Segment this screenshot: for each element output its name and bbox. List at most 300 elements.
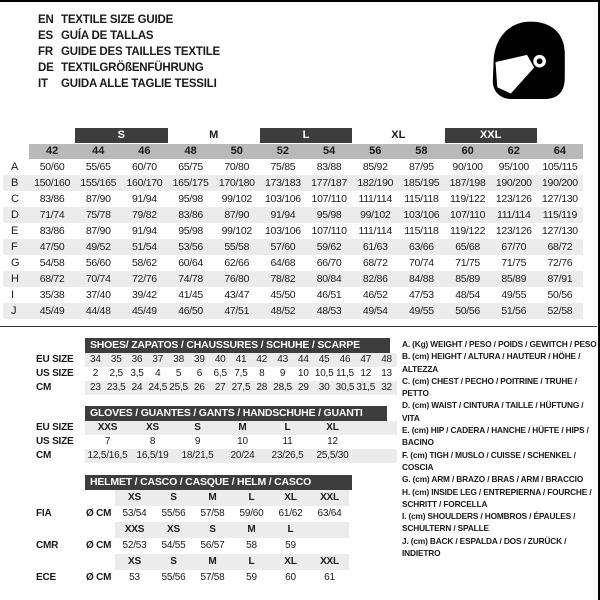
measure-cell: 87/95 [409,161,434,173]
size-groups-row [3,128,583,143]
measure-cell: 115/118 [404,193,439,205]
section-divider [0,326,597,327]
measure-cell: 60/64 [178,257,203,269]
helmet-size-cell: L [271,522,310,538]
textile-size-table [3,128,583,319]
size-cell: 27 [210,381,231,395]
measure-row-e [3,223,583,239]
row-label: CM [36,382,52,393]
measure-cell: 99/102 [360,209,391,221]
size-header-cell: 50 [214,144,260,159]
row-label: I [11,289,15,301]
measure-cell: 105/115 [542,161,578,173]
measure-cell: 64/68 [270,257,296,269]
gloves-size-table [30,406,397,463]
measure-cell: 72/76 [132,273,157,285]
measure-cell: 65/75 [178,161,203,173]
size-cell: 43 [272,353,293,367]
standard-label: ECE [36,572,56,583]
legend-item: B. (cm) HEIGHT / ALTURA / HAUTEUR / HÖHE / ALTEZZA [402,351,581,374]
size-row [30,381,397,395]
measure-cell: 83/86 [39,225,65,237]
measure-cell: 80/84 [316,273,342,285]
language-title: GUIDA ALLE TAGLIE TESSILI [61,78,217,90]
legend-item: E. (cm) HIP / CADERA / HANCHE / HÜFTE / HIPS / BACINO [402,425,589,448]
size-cell: 24 [127,381,148,395]
size-cell: S [175,421,220,435]
helmet-icon [482,16,572,110]
legend-item: F. (cm) TIGH / MUSLO / CUISSE / SCHENKEL / COSCIA [402,449,576,472]
measure-row-d [3,207,583,223]
filler-cell [355,435,397,449]
size-cell: 23,5 [106,382,126,393]
size-cell: 25,5/30 [310,449,355,463]
helmet-size-cell: XS [115,554,154,570]
measure-cell: 99/102 [221,225,252,237]
helmet-value-cell: 60 [285,572,296,583]
row-label: D [11,209,19,221]
size-cell: 12 [360,368,372,379]
measure-cell: 46/50 [178,305,203,317]
legend-item: A. (Kg) WEIGHT / PESO / POIDS / GEWITCH / PESO [402,339,597,349]
helmet-sizes-row [30,522,352,538]
helmet-value-cell: 56/57 [200,540,225,551]
label-spacer [30,522,85,538]
unit-spacer [85,490,115,506]
legend-item: H. (cm) INSIDE LEG / ENTREPIERNA / FOURCHE / SCHRITT / FORCELLA [402,486,592,509]
helmet-size-cell: S [154,490,193,506]
size-cell: 10 [298,368,309,379]
measure-cell: 103/106 [403,209,440,221]
helmet-sizes-row [30,490,352,506]
size-cell: 38 [168,353,189,367]
measure-cell: 83/86 [178,209,203,221]
measure-cell: 55/65 [85,161,111,173]
row-label: A [11,161,19,173]
measure-cell: 95/98 [178,225,203,237]
size-cell: 2,5 [109,368,123,379]
size-header-cell: 56 [352,144,398,159]
measure-cell: 71/75 [455,257,480,269]
size-cell: 32 [376,381,397,395]
legend-item: D. (cm) WAIST / CINTURA / TAILLE / HÜFTUNG / VITA [402,400,584,423]
size-cell: 36 [127,353,148,367]
size-cell: 3,5 [130,368,144,379]
measure-cell: 50/56 [455,305,480,317]
helmet-sizes-row [30,554,352,570]
measure-cell: 60/70 [132,161,157,173]
size-cell: XS [130,421,175,435]
measure-cell: 65/68 [455,241,480,253]
size-cell: 45 [314,353,335,367]
size-cell: 12 [327,436,338,447]
measure-cell: 185/195 [403,177,440,189]
unit-spacer [85,554,115,570]
measure-cell: 72/76 [547,257,573,269]
size-header-cell: 46 [121,144,167,159]
size-cell: XXS [85,421,130,435]
size-cell: 29 [293,381,314,395]
helmet-size-cell: XXL [310,490,349,506]
helmet-value-row-cmr [30,538,352,554]
measure-cell: 83/86 [39,193,65,205]
helmet-size-cell [310,522,349,538]
measure-cell: 95/98 [316,209,342,221]
size-header-cell: 64 [537,144,583,159]
size-cell: 11,5 [336,368,354,379]
helmet-size-cell: XL [271,554,310,570]
helmet-value-cell: 61/62 [278,508,303,519]
measure-row-h [3,271,583,287]
row-label: F [11,241,18,253]
measure-cell: 53/56 [178,241,203,253]
row-label: US SIZE [36,368,74,379]
helmet-value-row-fia [30,506,352,522]
measure-cell: 91/94 [132,225,157,237]
measure-cell: 82/86 [362,273,388,285]
measure-cell: 87/90 [85,225,111,237]
language-title: TEXTILE SIZE GUIDE [61,14,174,26]
measure-cell: 75/85 [270,161,296,173]
filler-cell [355,421,397,435]
measure-cell: 41/45 [178,289,203,301]
measure-row-a [3,159,583,175]
measure-cell: 111/114 [358,193,392,205]
measure-cell: 99/102 [221,193,252,205]
size-cell: 39 [189,353,210,367]
sizes-header-row [3,144,583,159]
helmet-size-cell: XS [154,522,193,538]
measure-cell: 70/80 [224,161,250,173]
size-cell: 31,5 [356,382,376,393]
size-cell: 40 [210,353,231,367]
measure-cell: 66/70 [316,257,342,269]
measure-cell: 119/122 [450,225,486,237]
size-cell: 30 [314,381,335,395]
measure-cell: 119/122 [450,193,486,205]
measure-cell: 49/52 [85,241,111,253]
measure-cell: 76/80 [224,273,250,285]
size-group-xl: XL [391,129,406,141]
measure-row-b [3,175,583,191]
size-cell: 9 [279,368,286,379]
measure-cell: 182/190 [357,177,394,189]
measure-cell: 71/75 [501,257,527,269]
helmet-size-cell: S [154,554,193,570]
helmet-table-title: HELMET / CASCO / CASQUE / HELM / CASCO [85,475,352,490]
measure-cell: 45/49 [39,305,65,317]
measure-cell: 155/165 [80,177,117,189]
measure-row-g [3,255,583,271]
measure-cell: 45/49 [132,305,157,317]
measure-cell: 49/55 [501,289,527,301]
size-cell: 44 [293,353,314,367]
measure-cell: 95/100 [498,161,529,173]
measure-cell: 48/52 [270,305,296,317]
helmet-value-cell: 61 [324,572,335,583]
measure-cell: 52/58 [547,305,573,317]
measure-cell: 170/180 [218,177,255,189]
helmet-size-cell: M [193,554,232,570]
size-cell: 42 [251,353,272,367]
helmet-value-cell: 55/56 [161,508,186,519]
helmet-value-cell: 59 [285,540,296,551]
size-row [30,367,397,381]
measure-cell: 84/88 [409,273,434,285]
size-cell: 23 [85,381,106,395]
helmet-value-cell: 53/54 [122,508,147,519]
measure-cell: 44/48 [85,305,111,317]
helmet-value-cell: 57/58 [200,572,225,583]
size-header-cell: 54 [306,144,352,159]
size-cell: 4 [155,368,161,379]
language-title: TEXTILGRÖßENFÜHRUNG [61,62,204,74]
helmet-size-cell: XXL [310,554,349,570]
size-cell: 41 [231,353,252,367]
size-cell: 10 [237,436,248,447]
helmet-size-cell: L [232,490,271,506]
row-label: G [11,257,20,269]
measure-cell: 177/187 [311,177,347,189]
size-group-l: L [260,128,352,143]
size-cell: 28 [251,381,272,395]
measure-cell: 127/130 [541,225,578,237]
measure-cell: 50/56 [547,289,573,301]
size-header-cell: 42 [29,144,75,159]
measure-cell: 48/54 [455,289,480,301]
size-cell: 34 [85,353,106,367]
standard-label: FIA [36,508,52,519]
helmet-value-cell: 59 [246,572,257,583]
measure-cell: 85/89 [455,273,480,285]
size-cell: 8 [259,368,265,379]
measure-cell: 123/126 [495,193,532,205]
measure-cell: 50/60 [39,161,65,173]
measure-cell: 47/53 [409,289,434,301]
measure-cell: 79/82 [132,209,157,221]
measure-cell: 85/89 [501,273,527,285]
measure-cell: 165/175 [172,177,209,189]
size-group-s: S [75,128,167,143]
size-cell: 7 [104,436,111,447]
measure-cell: 46/51 [316,289,342,301]
size-cell: 28,5 [273,382,292,393]
measure-cell: 70/74 [409,257,434,269]
unit-spacer [85,522,115,538]
size-cell: 37 [147,353,168,367]
size-row [30,421,397,435]
measure-cell: 55/58 [224,241,250,253]
size-cell: 8 [149,436,156,447]
size-cell: 20/24 [220,449,265,463]
helmet-value-cell: 55/56 [161,572,186,583]
row-label: CM [36,450,52,461]
size-cell: 48 [376,353,397,367]
gloves-table-rows [30,421,397,463]
measure-cell: 61/63 [362,241,388,253]
legend-item: I. (cm) SHOULDERS / HOMBROS / ÉPAULES / SCHULTERN / SPALLE [402,511,576,534]
measure-cell: 90/100 [452,161,483,173]
language-title: GUÍA DE TALLAS [61,30,154,42]
row-label: E [11,225,19,237]
measure-cell: 111/114 [358,225,392,237]
helmet-size-cell: S [193,522,232,538]
legend-item: J. (cm) BACK / ESPALDA / DOS / ZURÜCK / INDIETRO [402,535,567,559]
language-code: EN [38,14,54,26]
helmet-size-cell: L [232,554,271,570]
measure-cell: 107/110 [311,193,347,205]
diameter-unit: Ø CM [86,572,112,583]
measure-cell: 51/56 [501,305,527,317]
size-cell: 24,5 [148,382,168,393]
size-row [30,353,397,367]
measure-cell: 71/74 [39,209,65,221]
measure-cell: 68/72 [547,241,573,253]
size-cell: XL [310,421,355,435]
language-code: FR [38,46,53,58]
measure-cell: 63/66 [409,241,434,253]
language-code: IT [38,78,48,90]
measure-cell: 87/90 [224,209,250,221]
size-header-cell: 48 [168,144,214,159]
size-cell: 27,5 [231,382,251,393]
measure-cell: 43/47 [224,289,250,301]
measure-row-j [3,303,583,319]
size-cell: 35 [106,353,127,367]
size-label-spacer [3,144,29,159]
measure-cell: 74/78 [178,273,203,285]
helmet-value-cell: 52/53 [122,540,147,551]
measurement-legend [402,338,598,559]
helmet-size-cell: M [193,490,232,506]
measure-row-f [3,239,583,255]
measure-cell: 35/38 [39,289,65,301]
helmet-size-table [30,475,352,586]
helmet-table-rows [30,490,352,586]
size-header-cell: 52 [260,144,306,159]
measure-row-i [3,287,583,303]
measure-cell: 103/106 [264,225,301,237]
measure-cell: 51/54 [132,241,157,253]
size-header-cell: 58 [398,144,444,159]
size-header-cell: 62 [491,144,537,159]
measure-cell: 49/55 [409,305,434,317]
legend-item: C. (cm) CHEST / PECHO / POITRINE / TRUHE / PETTO [402,375,577,399]
measure-cell: 87/91 [547,273,573,285]
measure-cell: 111/114 [496,209,531,221]
size-cell: 18/21,5 [175,449,220,463]
legend-item: G. (cm) ARM / BRAZO / BRAS / ARM / BRACCIO [402,474,584,485]
measure-cell: 59/62 [316,241,342,253]
measure-cell: 58/62 [132,257,157,269]
measure-cell: 37/40 [85,289,111,301]
helmet-value-cell: 59/60 [239,508,264,519]
measure-cell: 160/170 [126,177,163,189]
row-label: C [11,193,19,205]
gloves-table-title: GLOVES / GUANTES / GANTS / HANDSCHUHE / GUANTI [85,406,387,421]
size-cell: L [265,421,310,435]
size-row [30,449,397,463]
size-cell: M [220,421,265,435]
standard-label: CMR [36,540,59,551]
measure-row-c [3,191,583,207]
measure-cell: 78/82 [270,273,296,285]
label-spacer [30,554,85,570]
language-row [38,60,220,76]
measure-cell: 85/92 [362,161,388,173]
measure-cell: 56/60 [85,257,111,269]
size-cell: 6,5 [213,368,227,379]
measure-cell: 150/160 [34,177,70,189]
measure-cell: 45/50 [270,289,296,301]
helmet-value-row-ece [30,570,352,586]
size-cell: 10,5 [314,368,334,379]
measure-cell: 91/94 [132,193,157,205]
helmet-value-cell: 54/55 [161,540,186,551]
diameter-unit: Ø CM [86,540,112,551]
language-row [38,28,220,44]
diameter-unit: Ø CM [86,508,112,519]
shoes-table-title: SHOES/ ZAPATOS / CHAUSSURES / SCHUHE / SCARPE [85,338,390,353]
language-row [38,44,220,60]
size-cell: 46 [335,353,356,367]
measure-cell: 83/88 [316,161,342,173]
shoes-table-rows [30,353,397,395]
size-cell: 30,5 [335,382,355,393]
measure-cell: 95/98 [178,193,203,205]
measure-cell: 62/66 [224,257,250,269]
measure-cell: 127/130 [541,193,578,205]
measure-cell: 190/200 [495,177,532,189]
size-cell: 6 [196,368,203,379]
measure-cell: 115/118 [404,225,439,237]
size-cell: 23/26,5 [265,449,310,463]
size-cell: 26 [189,381,210,395]
size-header-cell: 44 [75,144,121,159]
measure-cell: 39/42 [132,289,157,301]
row-label: US SIZE [36,436,74,447]
measure-cell: 54/58 [39,257,65,269]
helmet-value-cell: 53 [129,572,140,583]
size-cell: 13 [381,368,392,379]
language-row [38,12,220,28]
size-group-m: M [209,129,219,141]
helmet-size-cell: XL [271,490,310,506]
measure-cell: 68/72 [362,257,388,269]
helmet-size-cell: XS [115,490,154,506]
row-label: J [11,305,17,317]
row-label: H [11,273,19,285]
size-cell: 5 [175,368,182,379]
row-label: EU SIZE [36,422,74,433]
measure-cell: 49/54 [362,305,388,317]
size-cell: 47 [355,353,376,367]
size-cell: 7,5 [234,368,248,379]
measure-cell: 87/90 [85,193,111,205]
size-cell: 16,5/19 [130,449,175,463]
language-title-list [38,12,220,92]
size-cell: 12,5/16,5 [85,449,130,463]
measure-cell: 67/70 [501,241,527,253]
label-spacer [30,490,85,506]
measure-cell: 47/50 [39,241,65,253]
language-title: GUIDE DES TAILLES TEXTILE [61,46,220,58]
row-label: EU SIZE [36,354,74,365]
measure-cell: 75/78 [85,209,111,221]
measure-cell: 48/53 [316,305,342,317]
size-cell: 2 [92,368,99,379]
size-header-cell: 60 [445,144,491,159]
